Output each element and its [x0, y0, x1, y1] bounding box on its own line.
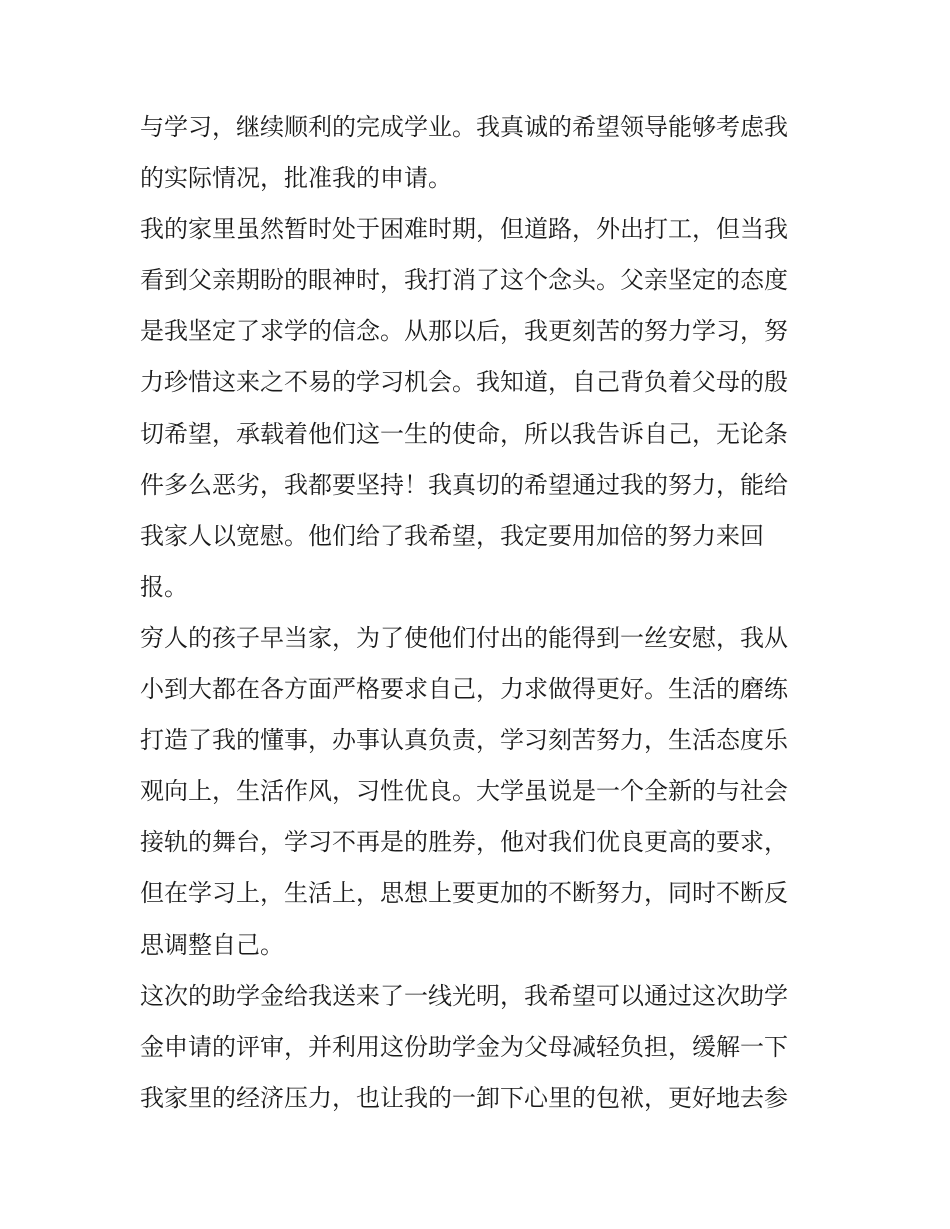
text-line: 我家人以宽慰。他们给了我希望，我定要用加倍的努力来回 — [140, 521, 764, 550]
text-line: 打造了我的懂事，办事认真负责，学习刻苦努力，生活态度乐 — [140, 726, 788, 755]
text-line: 看到父亲期盼的眼神时，我打消了这个念头。父亲坚定的态度 — [140, 266, 788, 295]
text-line: 思调整自己。 — [140, 930, 284, 959]
text-line: 力珍惜这来之不易的学习机会。我知道，自己背负着父母的殷 — [140, 368, 788, 397]
text-line: 金申请的评审，并利用这份助学金为父母减轻负担，缓解一下 — [140, 1032, 788, 1061]
text-line: 观向上，生活作风，习性优良。大学虽说是一个全新的与社会 — [140, 777, 788, 806]
text-line: 但在学习上，生活上，思想上要更加的不断努力，同时不断反 — [140, 879, 788, 908]
text-line: 与学习，继续顺利的完成学业。我真诚的希望领导能够考虑我 — [140, 113, 788, 141]
text-line: 我的家里虽然暂时处于困难时期，但道路，外出打工，但当我 — [140, 215, 788, 244]
text-line: 这次的助学金给我送来了一线光明，我希望可以通过这次助学 — [140, 981, 788, 1010]
text-line: 接轨的舞台，学习不再是的胜券，他对我们优良更高的要求， — [140, 828, 788, 857]
document-body — [140, 102, 840, 1124]
text-line: 是我坚定了求学的信念。从那以后，我更刻苦的努力学习，努 — [140, 317, 788, 346]
text-line: 穷人的孩子早当家，为了使他们付出的能得到一丝安慰，我从 — [140, 623, 788, 652]
text-line: 我家里的经济压力，也让我的一卸下心里的包袱，更好地去参 — [140, 1083, 788, 1112]
text-line: 报。 — [140, 572, 188, 601]
text-line: 件多么恶劣，我都要坚持！我真切的希望通过我的努力，能给 — [140, 470, 788, 499]
text-line: 切希望，承载着他们这一生的使命，所以我告诉自己，无论条 — [140, 419, 788, 448]
text-line: 小到大都在各方面严格要求自己，力求做得更好。生活的磨练 — [140, 675, 788, 704]
text-line: 的实际情况，批准我的申请。 — [140, 164, 452, 193]
